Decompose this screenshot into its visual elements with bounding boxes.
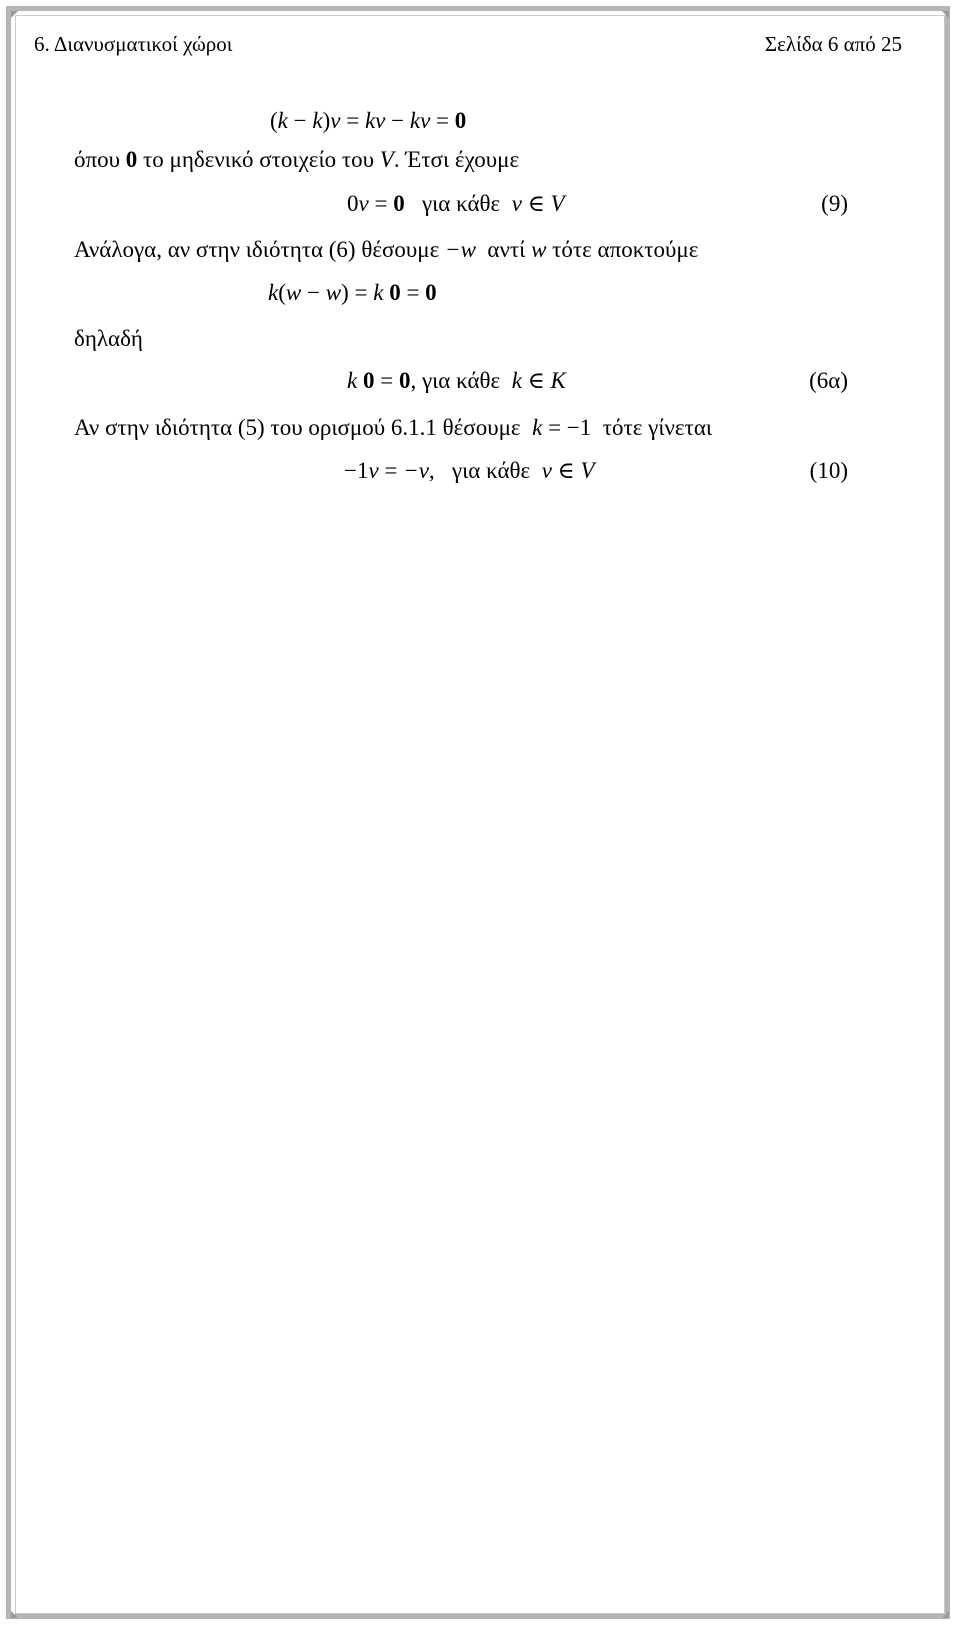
math-symbol: ∈ <box>551 458 581 483</box>
text: τότε αποκτούμε <box>546 237 699 262</box>
page-number: Σελίδα 6 από 25 <box>764 32 902 56</box>
equation-line <box>268 279 437 307</box>
text: , για κάθε <box>428 458 542 483</box>
math-variable: k <box>347 368 358 393</box>
math-variable: w <box>285 280 302 305</box>
math-variable: −v <box>403 458 429 483</box>
math-symbol: = <box>400 280 426 305</box>
text: αντί <box>475 237 532 262</box>
math-symbol: ) <box>322 108 331 133</box>
math-zero-vector: 0 <box>383 280 401 305</box>
corner-ornament <box>11 1611 18 1618</box>
math-symbol: ) <box>341 280 349 305</box>
text: δηλαδή <box>74 326 143 351</box>
math-zero-vector: 0 <box>398 368 411 393</box>
math-variable: kv <box>409 108 431 133</box>
math-symbol: = <box>542 415 567 440</box>
text-line <box>74 146 519 174</box>
math-zero-vector: 0 <box>125 147 138 172</box>
math-symbol: ( <box>270 108 278 133</box>
math-zero-vector: 0 <box>425 280 437 305</box>
math-symbol: − <box>287 108 313 133</box>
text: Ανάλογα, αν στην ιδιότητα (6) θέσουμε <box>74 237 446 262</box>
text: Αν στην ιδιότητα (5) του ορισμού 6.1.1 θέσουμε <box>74 415 533 440</box>
corner-ornament <box>942 11 949 18</box>
math-symbol: = <box>378 458 404 483</box>
equation-line <box>347 367 566 395</box>
text: το μηδενικό στοιχείο του <box>137 147 380 172</box>
math-symbol: − <box>385 108 410 133</box>
text: όπου <box>74 147 126 172</box>
math-variable: w <box>531 237 547 262</box>
math-variable: v <box>330 108 341 133</box>
text: , για κάθε <box>410 368 512 393</box>
math-variable: k <box>268 280 279 305</box>
math-number: −1 <box>344 458 369 483</box>
math-variable: k <box>373 280 384 305</box>
math-symbol: ( <box>278 280 286 305</box>
math-symbol: ∈ <box>521 191 551 216</box>
equation-number: (10) <box>809 458 848 483</box>
math-variable: k <box>277 108 288 133</box>
math-variable: K <box>550 368 566 393</box>
corner-ornament <box>942 1611 949 1618</box>
math-symbol: = <box>348 280 374 305</box>
text: . Έτσι έχουμε <box>393 147 520 172</box>
math-symbol: = <box>430 108 455 133</box>
math-variable: V <box>550 191 565 216</box>
text: τότε γίνεται <box>591 415 713 440</box>
text-line <box>74 325 143 353</box>
math-variable: kv <box>364 108 386 133</box>
math-zero-vector: 0 <box>393 191 405 216</box>
math-symbol: = <box>340 108 365 133</box>
math-zero-vector: 0 <box>454 108 467 133</box>
math-variable: v <box>541 458 552 483</box>
math-variable: w <box>325 280 342 305</box>
equation-number: (9) <box>821 191 848 216</box>
math-variable: v <box>358 191 369 216</box>
equation-number: (6α) <box>809 368 848 393</box>
math-symbol: = <box>374 368 399 393</box>
text-line <box>74 236 698 264</box>
math-symbol: = <box>368 191 394 216</box>
math-variable: −w <box>445 237 476 262</box>
math-zero-vector: 0 <box>357 368 375 393</box>
math-variable: k <box>312 108 323 133</box>
math-number: −1 <box>566 415 592 440</box>
math-number: 0 <box>347 191 359 216</box>
math-variable: V <box>379 147 394 172</box>
corner-ornament <box>11 11 18 18</box>
text: για κάθε <box>404 191 512 216</box>
equation-line <box>344 457 595 485</box>
equation-line <box>347 190 565 218</box>
math-variable: v <box>368 458 379 483</box>
math-variable: V <box>580 458 595 483</box>
math-variable: k <box>511 368 522 393</box>
math-symbol: − <box>301 280 326 305</box>
math-variable: k <box>532 415 543 440</box>
equation-line <box>270 107 466 135</box>
text-line <box>74 414 712 442</box>
math-variable: v <box>511 191 522 216</box>
math-symbol: ∈ <box>521 368 551 393</box>
chapter-title: 6. Διανυσματικοί χώροι <box>34 32 233 56</box>
